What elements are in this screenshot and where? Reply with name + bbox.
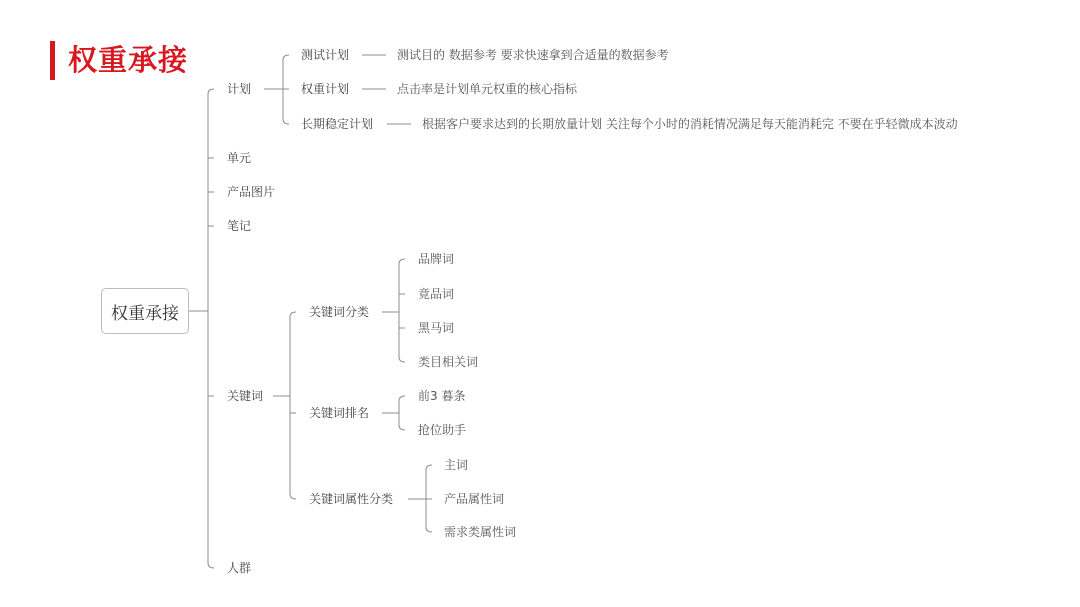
node-weight-plan: 权重计划	[301, 82, 350, 96]
node-notes: 笔记	[227, 219, 252, 233]
connector-ranking-spine	[399, 396, 405, 430]
leaf-demand-attribute-words: 需求类属性词	[444, 525, 517, 539]
leaf-category-words: 类目相关词	[418, 355, 479, 369]
leaf-competitor-words: 竟品词	[418, 287, 455, 301]
node-keyword-classification: 关键词分类	[309, 305, 370, 319]
leaf-main-words: 主词	[444, 458, 469, 472]
connector-classification-spine	[399, 259, 405, 362]
node-plan: 计划	[227, 82, 252, 96]
leaf-rank-assistant: 抢位助手	[418, 423, 467, 437]
note-test-plan: 测试目的 数据参考 要求快速拿到合适量的数据参考	[397, 48, 669, 62]
node-keyword-ranking: 关键词排名	[309, 406, 370, 420]
note-stable-plan: 根据客户要求达到的长期放量计划 关注每个小时的消耗情况满足每天能消耗完 不要在乎轻微成本波动	[422, 117, 958, 131]
connector-plan-spine	[283, 55, 289, 124]
node-crowd: 人群	[227, 561, 252, 575]
page-title: 权重承接	[68, 43, 189, 77]
node-unit: 单元	[227, 151, 252, 165]
leaf-dark-horse-words: 黑马词	[418, 321, 455, 335]
leaf-product-attribute-words: 产品属性词	[444, 492, 505, 506]
note-weight-plan: 点击率是计划单元权重的核心指标	[397, 82, 578, 96]
node-test-plan: 测试计划	[301, 48, 350, 62]
connector-keywords-spine	[290, 312, 296, 499]
leaf-top3: 前3 暮条	[418, 389, 466, 403]
mindmap-root-node: 权重承接	[101, 288, 189, 334]
leaf-brand-words: 品牌词	[418, 252, 455, 266]
connector-attribute-spine	[426, 465, 432, 532]
node-keyword-attribute: 关键词属性分类	[309, 492, 394, 506]
connector-spine	[208, 89, 214, 568]
node-stable-plan: 长期稳定计划	[301, 117, 374, 131]
node-product-image: 产品图片	[227, 185, 276, 199]
node-keywords: 关键词	[227, 389, 264, 403]
